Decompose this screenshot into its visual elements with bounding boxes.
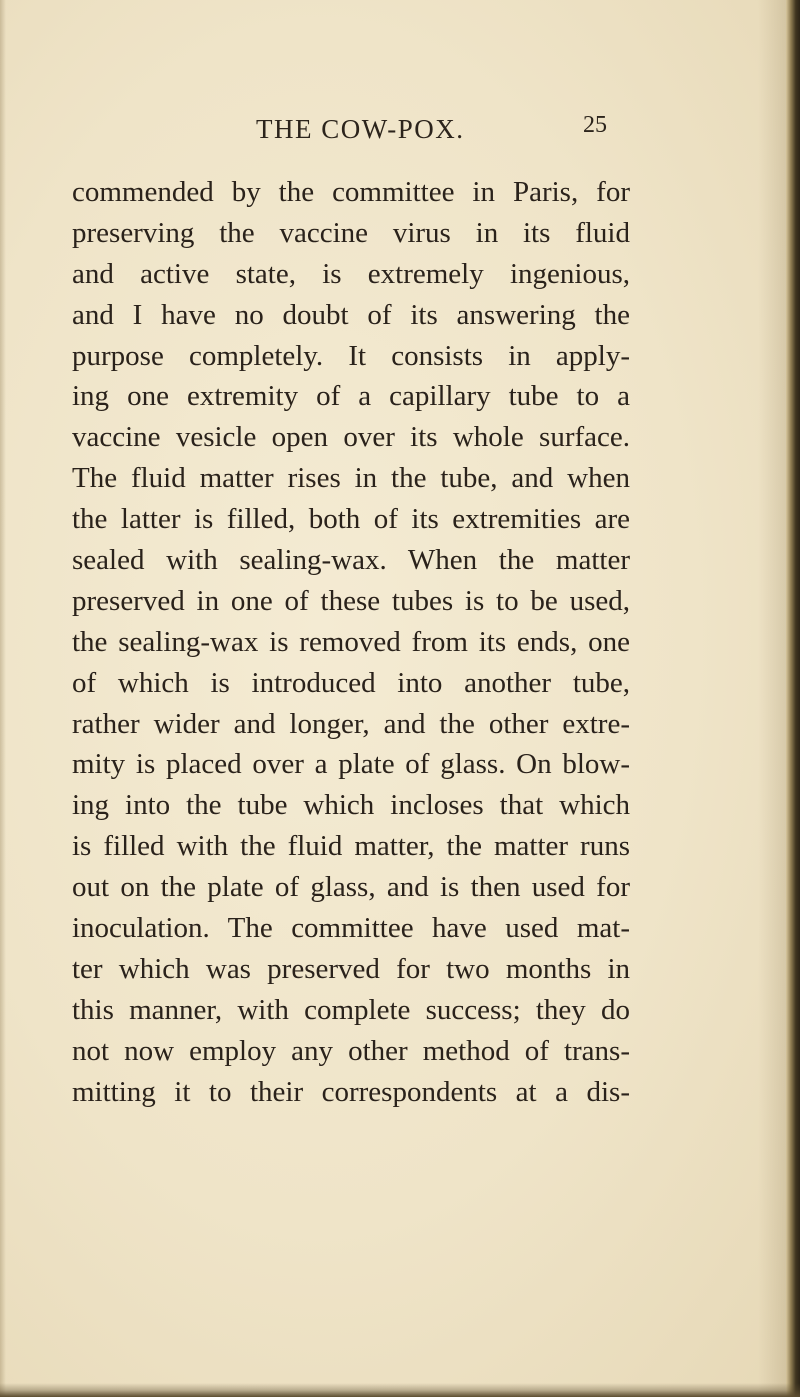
text-line: the latter is filled, both of its extremities are bbox=[72, 503, 630, 536]
text-line: and I have no doubt of its answering the bbox=[72, 298, 630, 331]
text-line: sealed with sealing-wax. When the matter bbox=[72, 544, 630, 577]
text-line: ter which was preserved for two months in bbox=[72, 952, 630, 985]
text-line: vaccine vesicle open over its whole surface. bbox=[72, 421, 630, 454]
text-line: this manner, with complete success; they do bbox=[72, 993, 630, 1026]
text-line: and active state, is extremely ingenious, bbox=[72, 257, 630, 290]
text-line: is filled with the fluid matter, the matter runs bbox=[72, 830, 630, 863]
text-line: ing one extremity of a capillary tube to a bbox=[72, 380, 630, 413]
running-title: THE COW-POX. bbox=[256, 114, 465, 144]
book-spine-edge bbox=[786, 0, 800, 1397]
text-line: rather wider and longer, and the other extre- bbox=[72, 707, 630, 740]
text-line: the sealing-wax is removed from its ends, one bbox=[72, 625, 630, 658]
page-number: 25 bbox=[583, 112, 607, 138]
text-line: ing into the tube which incloses that which bbox=[72, 789, 630, 822]
text-line: mity is placed over a plate of glass. On blow- bbox=[72, 748, 630, 781]
text-line: commended by the committee in Paris, for bbox=[72, 176, 630, 208]
text-line: purpose completely. It consists in apply- bbox=[72, 339, 630, 372]
text-line: preserved in one of these tubes is to be used, bbox=[72, 584, 630, 617]
body-text bbox=[72, 172, 630, 1112]
text-line: inoculation. The committee have used mat- bbox=[72, 912, 630, 945]
page-left-edge bbox=[0, 0, 6, 1397]
page-bottom-edge bbox=[0, 1383, 800, 1397]
text-line: The fluid matter rises in the tube, and when bbox=[72, 462, 630, 495]
running-head bbox=[0, 114, 800, 154]
binding-shadow bbox=[758, 0, 786, 1397]
text-line: of which is introduced into another tube, bbox=[72, 666, 630, 699]
text-line: out on the plate of glass, and is then used for bbox=[72, 871, 630, 904]
text-line: preserving the vaccine virus in its fluid bbox=[72, 216, 630, 249]
text-line: mitting it to their correspondents at a dis- bbox=[72, 1075, 630, 1108]
text-line: not now employ any other method of trans- bbox=[72, 1034, 630, 1067]
